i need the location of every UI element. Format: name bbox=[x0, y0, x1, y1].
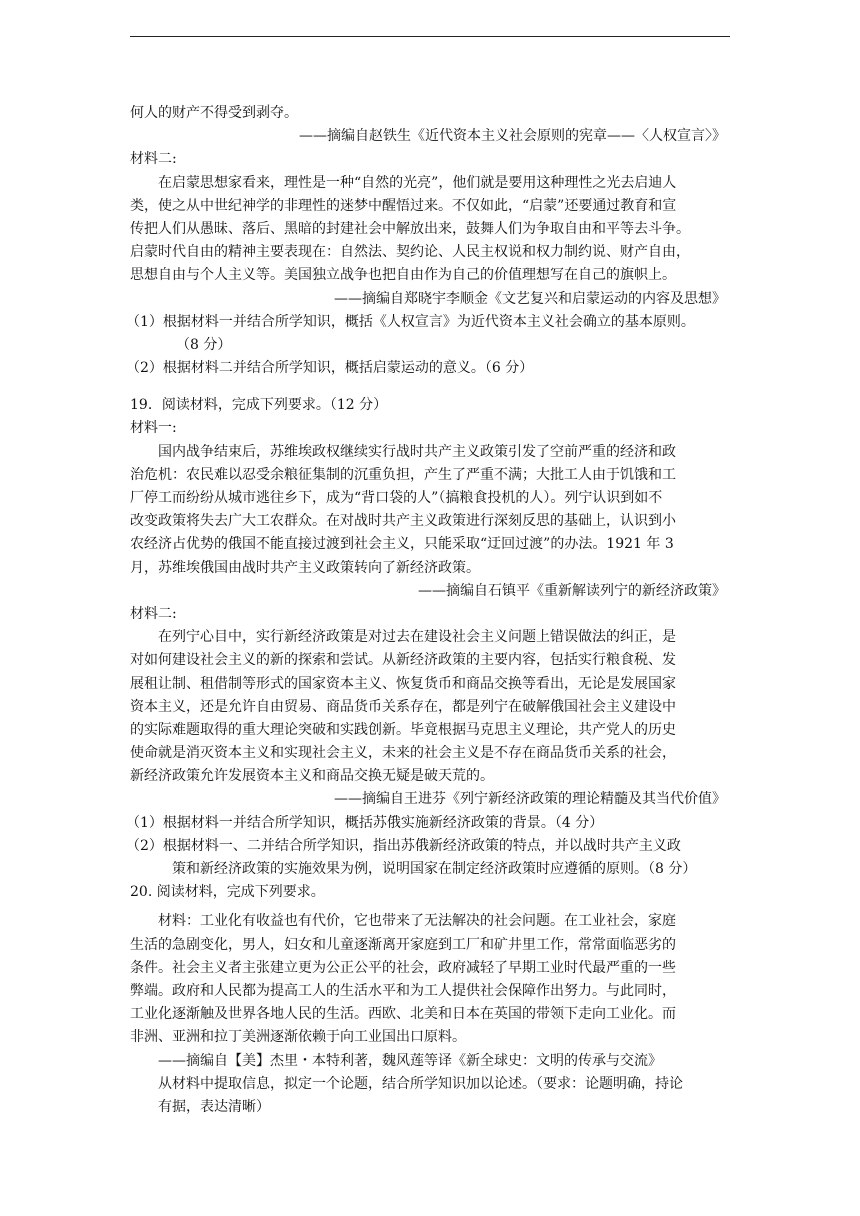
q19-question-2: （2）根据材料一、二并结合所学知识，指出苏俄新经济政策的特点，并以战时共产主义政 bbox=[126, 837, 681, 854]
q18-question-1-points: （8 分） bbox=[176, 336, 232, 353]
q19-material2-line: 新经济政策允许发展资本主义和商品交换无疑是破天荒的。 bbox=[130, 768, 494, 785]
q18-material2-line: 传把人们从愚昧、落后、黑暗的封建社会中解放出来，鼓舞人们为争取自由和平等去斗争。 bbox=[130, 220, 690, 237]
header-rule bbox=[130, 36, 730, 37]
q19-material2-line: 资本主义，还是允许自由贸易、商品货币关系存在，都是列宁在破解俄国社会主义建设中 bbox=[130, 698, 676, 715]
q20-title: 20. 阅读材料，完成下列要求。 bbox=[130, 884, 325, 901]
q20-requirement: 从材料中提取信息，拟定一个论题，结合所学知识加以论述。（要求：论题明确，持论 bbox=[158, 1075, 683, 1092]
q20-material-line: 材料：工业化有收益也有代价，它也带来了无法解决的社会问题。在工业社会，家庭 bbox=[158, 913, 676, 930]
q18-material2-label: 材料二: bbox=[130, 151, 177, 168]
q19-material2-line: 对如何建设社会主义的新的探索和尝试。从新经济政策的主要内容，包括实行粮食税、发 bbox=[130, 652, 676, 669]
q19-source-2: ——摘编自王进芬《列宁新经济政策的理论精髓及其当代价值》 bbox=[334, 791, 726, 808]
q18-material2-line: 类，使之从中世纪神学的非理性的迷梦中醒悟过来。不仅如此，“启蒙”还要通过教育和宣 bbox=[130, 197, 677, 214]
q19-material2-line: 展租让制、租借制等形式的国家资本主义、恢复货币和商品交换等看出，无论是发展国家 bbox=[130, 675, 676, 692]
q19-question-1: （1）根据材料一并结合所学知识，概括苏俄实施新经济政策的背景。（4 分） bbox=[126, 814, 604, 831]
q19-material1-label: 材料一: bbox=[130, 420, 177, 437]
q20-material-line: 生活的急剧变化，男人，妇女和儿童逐渐离开家庭到工厂和矿井里工作，常常面临恶劣的 bbox=[130, 936, 676, 953]
q19-material1-line: 治危机：农民难以忍受余粮征集制的沉重负担，产生了严重不满；大批工人由于饥饿和工 bbox=[130, 466, 676, 483]
q19-question-2-cont: 策和新经济政策的实施效果为例，说明国家在制定经济政策时应遵循的原则。（8 分） bbox=[172, 861, 697, 877]
q18-question-2: （2）根据材料二并结合所学知识，概括启蒙运动的意义。（6 分） bbox=[126, 360, 534, 377]
q19-source-1: ——摘编自石镇平《重新解读列宁的新经济政策》 bbox=[418, 582, 726, 599]
q20-material-line: 弊端。政府和人民都为提高工人的生活水平和为工人提供社会保障作出努力。与此同时， bbox=[130, 982, 676, 999]
q18-source-2: ——摘编自郑晓宇李顺金《文艺复兴和启蒙运动的内容及思想》 bbox=[334, 290, 726, 307]
q18-material2-line: 启蒙时代自由的精神主要表现在：自然法、契约论、人民主权说和权力制约说、财产自由， bbox=[130, 244, 690, 261]
q19-material2-line: 的实际难题取得的重大理论突破和实践创新。毕竟根据马克思主义理论，共产党人的历史 bbox=[130, 721, 676, 738]
exam-page bbox=[126, 102, 730, 1119]
q19-title: 19．阅读材料，完成下列要求。（12 分） bbox=[130, 397, 388, 414]
q20-material-line: 非洲、亚洲和拉丁美洲逐渐依赖于向工业国出口原料。 bbox=[130, 1029, 466, 1046]
q20-source: ——摘编自【美】杰里・本特利著，魏风莲等译《新全球史：文明的传承与交流》 bbox=[158, 1052, 662, 1069]
q18-continuation: 何人的财产不得受到剥夺。 bbox=[130, 105, 298, 121]
q19-material1-line: 改变政策将失去广大工农群众。在对战时共产主义政策进行深刻反思的基础上，认识到小 bbox=[130, 513, 676, 530]
q19-material1-line: 农经济占优势的俄国不能直接过渡到社会主义，只能采取“迂回过渡”的办法。1921 年 3 bbox=[130, 536, 674, 553]
q20-material-line: 工业化逐渐触及世界各地人民的生活。西欧、北美和日本在英国的带领下走向工业化。而 bbox=[130, 1006, 676, 1023]
q20-requirement-cont: 有据，表达清晰） bbox=[158, 1098, 270, 1115]
q18-source-1: ——摘编自赵铁生《近代资本主义社会原则的宪章——〈人权宣言〉》 bbox=[299, 128, 726, 145]
q19-material1-line: 月，苏维埃俄国由战时共产主义政策转向了新经济政策。 bbox=[130, 559, 480, 576]
q19-material2-line: 在列宁心目中，实行新经济政策是对过去在建设社会主义问题上错误做法的纠正，是 bbox=[158, 629, 676, 646]
q19-material2-label: 材料二: bbox=[130, 605, 177, 622]
q18-question-1: （1）根据材料一并结合所学知识，概括《人权宣言》为近代资本主义社会确立的基本原则。 bbox=[126, 313, 695, 330]
q19-material1-line: 国内战争结束后，苏维埃政权继续实行战时共产主义政策引发了空前严重的经济和政 bbox=[158, 443, 676, 460]
q18-material2-line: 思想自由与个人主义等。美国独立战争也把自由作为自己的价值理想写在自己的旗帜上。 bbox=[130, 267, 676, 284]
q19-material1-line: 厂停工而纷纷从城市逃往乡下，成为“背口袋的人”（搞粮食投机的人）。列宁认识到如不 bbox=[130, 490, 663, 506]
q19-material2-line: 使命就是消灭资本主义和实现社会主义，未来的社会主义是不存在商品货币关系的社会， bbox=[130, 745, 676, 762]
q20-material-line: 条件。社会主义者主张建立更为公正公平的社会，政府减轻了早期工业时代最严重的一些 bbox=[130, 959, 676, 976]
q18-material2-line: 在启蒙思想家看来，理性是一种“自然的光亮”，他们就是要用这种理性之光去启迪人 bbox=[158, 174, 677, 191]
